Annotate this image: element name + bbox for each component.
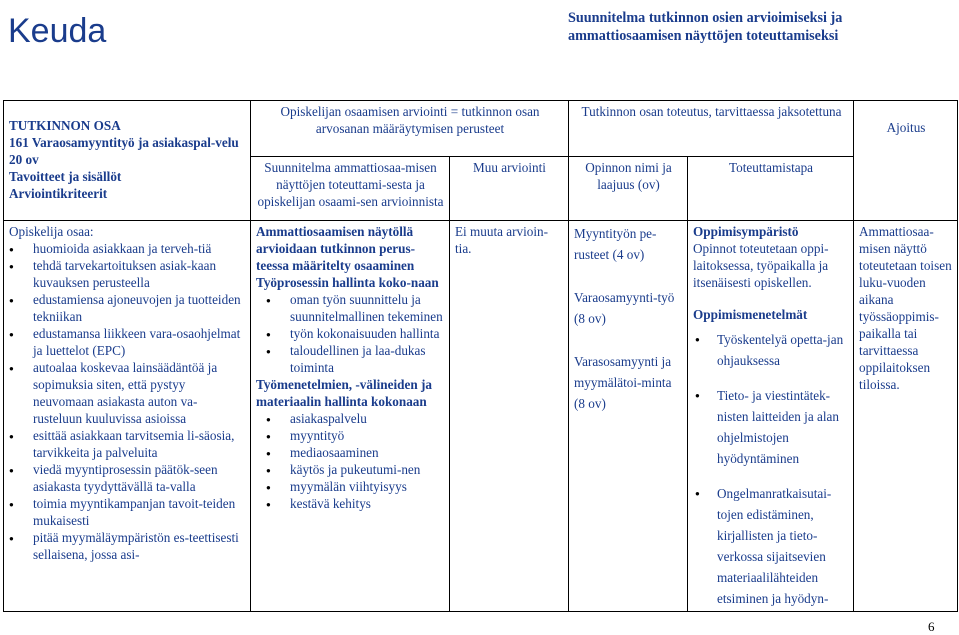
list-item: ● Tieto- ja viestintätek-nisten laitteiden ja alan ohjelmistojen hyödyntäminen — [693, 385, 849, 469]
list-item: ● edustamansa liikkeen vara-osaohjelmat ja luettelot (EPC) — [9, 325, 246, 359]
list-item: ● myymälän viihtyisyys — [256, 478, 445, 495]
plan-cell — [251, 221, 450, 612]
list-item: ● Työskentelyä opetta-jan ohjauksessa — [693, 329, 849, 371]
module-label: TUTKINNON OSA — [9, 118, 121, 133]
goals-label: Tavoitteet ja sisällöt — [9, 169, 122, 184]
list-item: ● pitää myymäläympäristön es-teettisesti sellaisena, jossa asi- — [9, 529, 246, 563]
criteria-cell — [4, 221, 251, 612]
environment-text: Opinnot toteutetaan oppi-laitoksessa, työpaikalla ja itsenäisesti opiskellen. — [693, 241, 829, 290]
page-number: 6 — [928, 619, 935, 634]
plan-group1-list — [256, 291, 445, 376]
plan-group2-title: Työmenetelmien, -välineiden ja materiaalin hallinta kokonaan — [256, 377, 432, 409]
module-name: 161 Varaosamyyntityö ja asiakaspal-velu 20 ov — [9, 135, 239, 167]
list-item: ● autoalaa koskevaa lainsäädäntöä ja sopimuksia siten, että pystyy neuvomaan asiakasta auton va-rusteluun kuuluvissa asioissa — [9, 359, 246, 427]
document-title: Suunnitelma tutkinnon osien arvioimiseksi ja ammattiosaamisen näyttöjen toteuttamiseksi — [568, 10, 843, 44]
list-item: ● esittää asiakkaan tarvitsemia li-säosia, tarvikkeita ja palveluita — [9, 427, 246, 461]
list-item: ● oman työn suunnittelu ja suunnitelmallinen tekeminen — [256, 291, 445, 325]
assessment-plan-table — [3, 100, 958, 612]
other-eval-subheader: Muu arviointi — [450, 157, 569, 221]
list-item: ● käytös ja pukeutumi-nen — [256, 461, 445, 478]
student-skill-list — [9, 240, 246, 563]
list-item: ● mediaosaaminen — [256, 444, 445, 461]
course-cell — [569, 221, 688, 612]
list-item: ● toimia myyntikampanjan tavoit-teiden mukaisesti — [9, 495, 246, 529]
course-subheader: Opinnon nimi ja laajuus (ov) — [569, 157, 688, 221]
list-item: ● taloudellinen ja laa-dukas toiminta — [256, 342, 445, 376]
criteria-label: Arviointikriteerit — [9, 186, 108, 201]
keuda-logo — [6, 4, 116, 50]
methods-cell — [688, 221, 854, 612]
timing-header: Ajoitus — [854, 101, 958, 221]
list-item: ● myyntityö — [256, 427, 445, 444]
plan-group1-title: Työprosessin hallinta koko-naan — [256, 275, 439, 290]
environment-title: Oppimisympäristö — [693, 224, 799, 239]
course-item: Varasosamyynti ja myymälätoi-minta (8 ov) — [574, 354, 672, 411]
plan-intro: Ammattiosaamisen näytöllä arvioidaan tutkinnon perus-teessa määritelty osaaminen — [256, 224, 416, 273]
timing-cell: Ammattiosaa-misen näyttö toteutetaan toisen luku-vuoden aikana työssäoppimis-paikalla tai tarvittaessa oppilaitoksen tiloissa. — [854, 221, 958, 612]
course-item: Myyntityön pe-rusteet (4 ov) — [574, 226, 657, 262]
module-header-cell — [4, 101, 251, 221]
plan-subheader: Suunnitelma ammattiosaa-misen näyttöjen toteuttami-sesta ja opiskelijan osaami-sen arvioinnista — [251, 157, 450, 221]
list-item: ● tehdä tarvekartoituksen asiak-kaan kuvauksen perusteella — [9, 257, 246, 291]
methods-list — [693, 329, 849, 609]
logo-text: Keuda — [8, 12, 107, 50]
methods-title: Oppimismenetelmät — [693, 307, 808, 322]
list-item: ● kestävä kehitys — [256, 495, 445, 512]
methods-subheader: Toteuttamistapa — [688, 157, 854, 221]
other-eval-cell: Ei muuta arvioin-tia. — [450, 221, 569, 612]
plan-group2-list — [256, 410, 445, 512]
list-item: ● huomioida asiakkaan ja terveh-tiä — [9, 240, 246, 257]
list-item: ● Ongelmanratkaisutai-tojen edistäminen, kirjallisten ja tieto-verkossa sijaitsevien materiaalilähteiden etsiminen ja hyödyn- — [693, 483, 849, 609]
list-item: ● viedä myyntiprosessin päätök-seen asiakasta tyydyttävällä ta-valla — [9, 461, 246, 495]
list-item: ● työn kokonaisuuden hallinta — [256, 325, 445, 342]
student-heading: Opiskelija osaa: — [9, 224, 94, 239]
list-item: ● asiakaspalvelu — [256, 410, 445, 427]
implementation-header: Tutkinnon osan toteutus, tarvittaessa jaksotettuna — [569, 101, 854, 157]
assessment-header: Opiskelijan osaamisen arviointi = tutkinnon osan arvosanan määräytymisen perusteet — [251, 101, 569, 157]
list-item: ● edustamiensa ajoneuvojen ja tuotteiden tekniikan — [9, 291, 246, 325]
course-item: Varaosamyynti-työ (8 ov) — [574, 290, 675, 326]
